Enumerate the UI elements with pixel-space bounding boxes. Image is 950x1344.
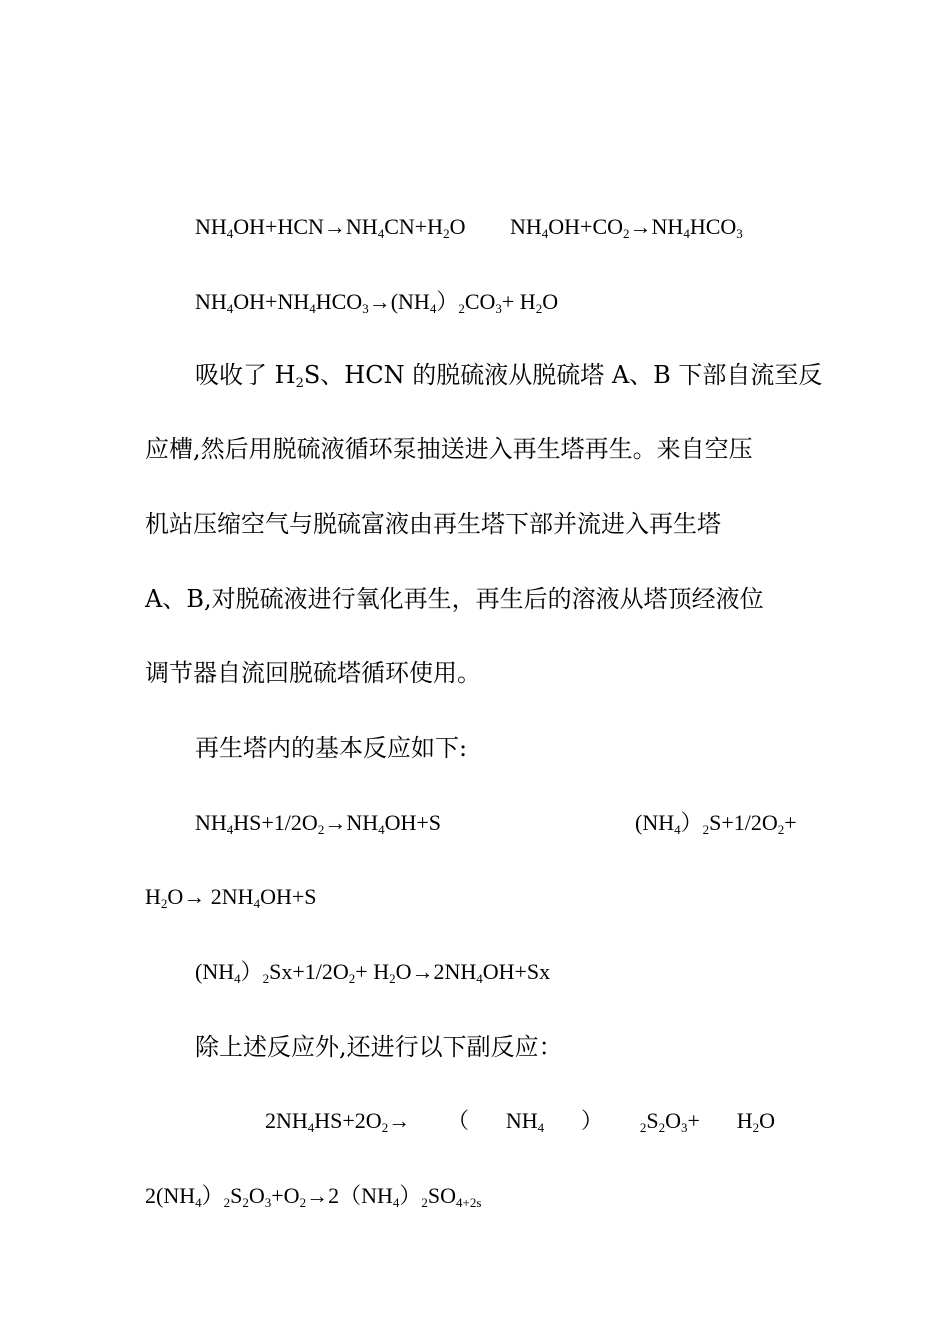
text-run: O xyxy=(248,1183,265,1208)
text-run: OH+S xyxy=(260,884,317,909)
subscript: 3 xyxy=(264,1195,272,1210)
text-run: OH+CO xyxy=(548,214,624,239)
text-run: NH xyxy=(195,289,227,314)
paragraph-absorption-line-1 xyxy=(195,360,822,390)
subscript: 2 xyxy=(752,1120,760,1135)
text-run: ） xyxy=(680,810,703,835)
subscript: 2 xyxy=(295,376,304,391)
subscript: 2 xyxy=(639,1120,647,1135)
text-run: H xyxy=(736,1108,753,1133)
text-run: (NH xyxy=(635,810,675,835)
subscript: 4 xyxy=(377,226,385,241)
equation-nh4oh-co2 xyxy=(510,212,743,242)
text-run: S+1/2O xyxy=(709,810,778,835)
subscript: 4 xyxy=(378,822,385,837)
subscript: 4 xyxy=(234,971,241,986)
text-run: NH xyxy=(195,810,227,835)
equation-part xyxy=(265,1106,410,1136)
text-run: CN+H xyxy=(384,214,444,239)
subscript: 2 xyxy=(317,822,325,837)
equation-part xyxy=(506,1106,544,1136)
paragraph-absorption-line-2 xyxy=(145,434,753,464)
equation-nh4oh-nh4hco3 xyxy=(195,287,558,317)
text-run: O→ 2NH xyxy=(167,884,254,909)
paragraph-side-reactions-intro xyxy=(195,1032,563,1062)
text-run: S xyxy=(230,1183,243,1208)
subscript: 2 xyxy=(702,822,710,837)
text-run: NH xyxy=(505,1108,538,1133)
text-run: ） xyxy=(201,1183,224,1208)
text-run: →2（NH xyxy=(306,1183,393,1208)
text-run: HS+2O xyxy=(314,1108,382,1133)
text-run: OH+HCN→NH xyxy=(233,214,378,239)
text-run: + xyxy=(687,1108,700,1133)
text-run: OH+NH xyxy=(233,289,310,314)
text-run: O→2NH xyxy=(395,959,477,984)
text-run: H xyxy=(145,884,161,909)
text-run: 除上述反应外,还进行以下副反应： xyxy=(195,1033,563,1061)
subscript: 2 xyxy=(658,1120,666,1135)
paragraph-basic-reactions-intro xyxy=(195,733,467,763)
paragraph-absorption-line-5 xyxy=(145,658,481,688)
subscript: 4 xyxy=(253,896,261,911)
subscript: 3 xyxy=(495,301,502,316)
text-run: 调节器自流回脱硫塔循环使用。 xyxy=(145,659,481,687)
subscript: 3 xyxy=(680,1120,688,1135)
paragraph-absorption-line-3 xyxy=(145,509,721,539)
subscript: 2 xyxy=(262,971,270,986)
equation-part xyxy=(581,1106,603,1136)
text-run: → xyxy=(388,1108,411,1133)
text-run: S、HCN 的脱硫液从脱硫塔 A、B 下部自流至反 xyxy=(303,361,823,389)
equation-side-reaction-2 xyxy=(145,1181,481,1211)
text-run: HCO xyxy=(689,214,737,239)
subscript: 3 xyxy=(736,226,743,241)
equation-nh4oh-hcn xyxy=(195,212,465,242)
text-run: ） xyxy=(580,1108,603,1133)
subscript: 4 xyxy=(392,1195,400,1210)
text-run: →NH xyxy=(629,214,684,239)
subscript: 2 xyxy=(777,822,785,837)
subscript: 4 xyxy=(195,1195,202,1210)
subscript: 2 xyxy=(389,971,396,986)
text-run: ） xyxy=(399,1183,422,1208)
text-run: A、B,对脱硫液进行氧化再生，再生后的溶液从塔顶经液位 xyxy=(145,585,764,613)
equation-nh4-2s-oxidation-start xyxy=(635,808,797,838)
subscript: 4 xyxy=(226,822,234,837)
text-run: HCO xyxy=(315,289,363,314)
subscript: 2 xyxy=(443,226,450,241)
text-run: O xyxy=(665,1108,681,1133)
text-run: ） xyxy=(240,959,263,984)
equation-nh4-2s-oxidation-end xyxy=(145,882,316,912)
equation-part xyxy=(447,1106,469,1136)
subscript: 2 xyxy=(242,1195,249,1210)
text-run: +O xyxy=(271,1183,300,1208)
text-run: →(NH xyxy=(368,289,430,314)
subscript: 4 xyxy=(537,1120,545,1135)
text-run: S xyxy=(646,1108,659,1133)
text-run: Sx+1/2O xyxy=(269,959,349,984)
text-run: O xyxy=(542,289,559,314)
text-run: NH xyxy=(195,214,227,239)
subscript: 4 xyxy=(226,301,234,316)
text-run: OH+S xyxy=(384,810,442,835)
subscript: 4 xyxy=(307,1120,315,1135)
equation-nh4hs-oxidation xyxy=(195,808,441,838)
text-run: + H xyxy=(501,289,536,314)
text-run: + H xyxy=(355,959,390,984)
equation-part xyxy=(737,1106,775,1136)
text-run: ） xyxy=(436,289,459,314)
subscript: 4+2s xyxy=(455,1195,482,1210)
text-run: 应槽,然后用脱硫液循环泵抽送进入再生塔再生。来自空压 xyxy=(145,435,753,463)
subscript: 4 xyxy=(683,226,690,241)
text-run: 2NH xyxy=(265,1108,308,1133)
equation-nh4-2sx-oxidation xyxy=(195,957,550,987)
text-run: + xyxy=(784,810,797,835)
text-run: OH+Sx xyxy=(482,959,551,984)
subscript: 2 xyxy=(160,896,168,911)
text-run: (NH xyxy=(195,959,235,984)
subscript: 2 xyxy=(381,1120,389,1135)
subscript: 2 xyxy=(223,1195,231,1210)
text-run: （ xyxy=(447,1108,470,1133)
paragraph-absorption-line-4 xyxy=(145,584,764,614)
subscript: 2 xyxy=(299,1195,307,1210)
subscript: 4 xyxy=(429,301,437,316)
subscript: 3 xyxy=(362,301,369,316)
equation-side-reaction-1 xyxy=(265,1106,775,1136)
text-run: CO xyxy=(464,289,496,314)
text-run: NH xyxy=(510,214,542,239)
subscript: 4 xyxy=(674,822,681,837)
subscript: 4 xyxy=(226,226,234,241)
subscript: 2 xyxy=(421,1195,428,1210)
text-run: →NH xyxy=(324,810,379,835)
text-run: 2(NH xyxy=(145,1183,196,1208)
text-run: SO xyxy=(427,1183,456,1208)
text-run: O xyxy=(759,1108,775,1133)
text-run: 吸收了 H xyxy=(195,361,296,389)
subscript: 2 xyxy=(348,971,356,986)
subscript: 2 xyxy=(458,301,465,316)
subscript: 4 xyxy=(309,301,316,316)
text-run: HS+1/2O xyxy=(233,810,318,835)
equation-part xyxy=(640,1106,700,1136)
subscript: 4 xyxy=(541,226,549,241)
text-run: 再生塔内的基本反应如下: xyxy=(195,734,468,762)
subscript: 2 xyxy=(623,226,630,241)
subscript: 2 xyxy=(535,301,543,316)
text-run: 机站压缩空气与脱硫富液由再生塔下部并流进入再生塔 xyxy=(145,510,721,538)
text-run: O xyxy=(449,214,466,239)
subscript: 4 xyxy=(476,971,483,986)
